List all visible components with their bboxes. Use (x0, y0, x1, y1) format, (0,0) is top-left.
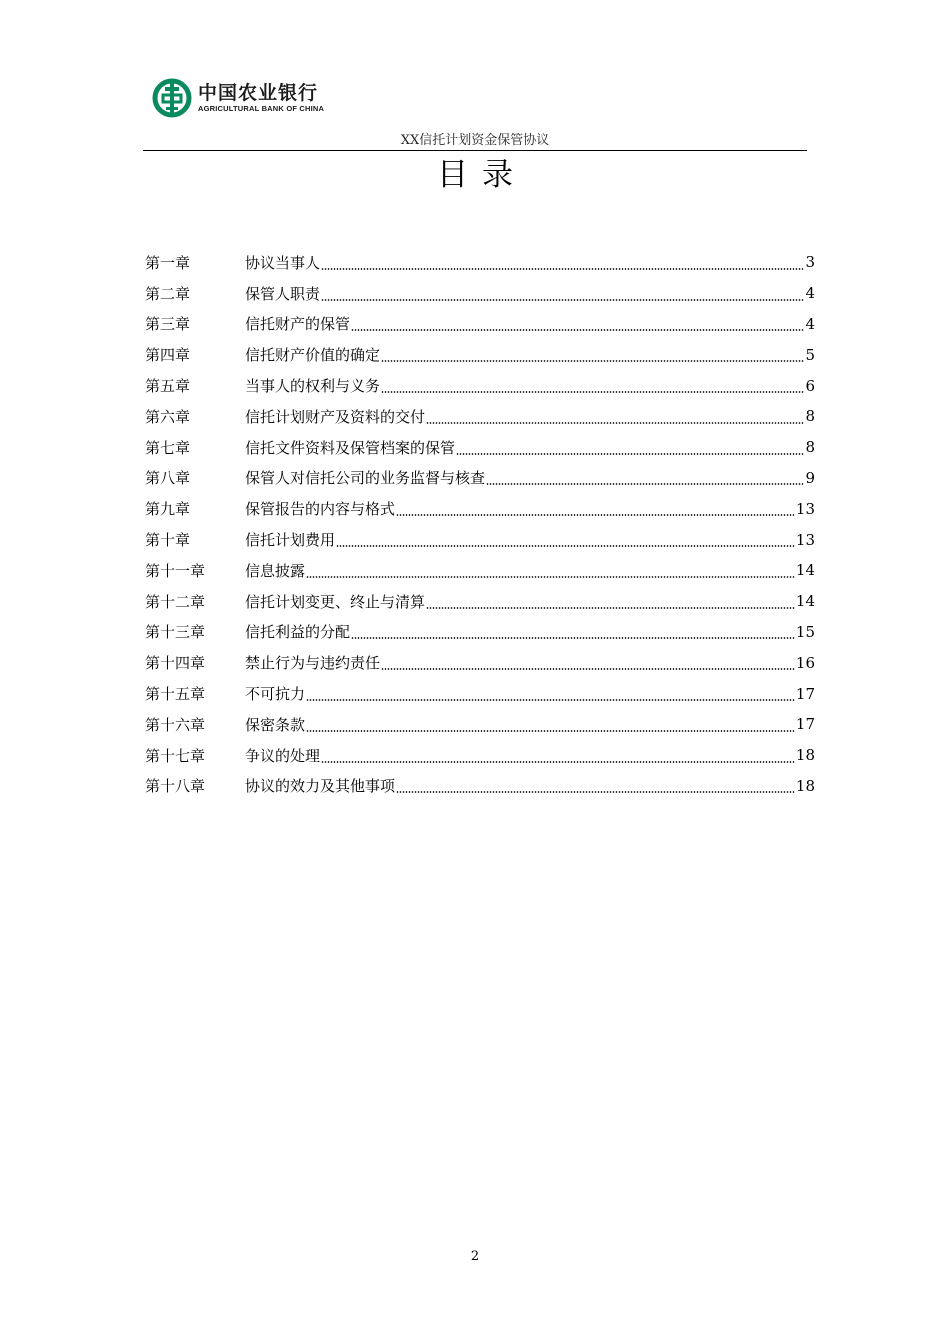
toc-chapter-title: 保管报告的内容与格式 (245, 500, 396, 519)
toc-chapter-title: 信托文件资料及保管档案的保管 (245, 438, 456, 457)
toc-page-number: 17 (795, 715, 815, 734)
toc-page-number: 17 (795, 684, 815, 703)
toc-dot-leader (426, 607, 795, 609)
toc-dot-leader (321, 268, 804, 270)
document-header-title: XX信托计划资金保管协议 (400, 133, 550, 148)
bank-logo-text (198, 82, 324, 114)
toc-dot-leader (306, 699, 795, 701)
toc-dot-leader (321, 299, 804, 301)
toc-dot-leader (396, 791, 795, 793)
toc-page-number: 18 (795, 746, 815, 765)
toc-page-number: 16 (795, 653, 815, 672)
toc-entry[interactable] (145, 524, 815, 555)
toc-entry[interactable] (145, 586, 815, 617)
toc-chapter-number: 第十七章 (145, 746, 206, 765)
toc-chapter-title: 不可抗力 (245, 685, 306, 704)
toc-page-number: 9 (805, 468, 815, 487)
toc-page-number: 18 (795, 776, 815, 795)
toc-chapter-number: 第四章 (145, 346, 191, 365)
toc-page-number: 4 (805, 314, 815, 333)
toc-page-number: 13 (795, 530, 815, 549)
toc-chapter-number: 第十六章 (145, 715, 206, 734)
toc-entry[interactable] (145, 771, 815, 802)
bank-name-cn: 中国农业银行 (198, 82, 319, 104)
toc-page-number: 13 (795, 499, 815, 518)
toc-entry[interactable] (145, 709, 815, 740)
toc-chapter-number: 第二章 (145, 284, 191, 303)
toc-chapter-number: 第九章 (145, 500, 191, 519)
toc-chapter-number: 第七章 (145, 438, 191, 457)
toc-chapter-title: 信托财产价值的确定 (245, 346, 381, 365)
toc-page-number: 5 (805, 345, 815, 364)
toc-chapter-number: 第十一章 (145, 561, 206, 580)
toc-dot-leader (381, 360, 804, 362)
toc-chapter-number: 第五章 (145, 377, 191, 396)
toc-chapter-title: 保密条款 (245, 715, 306, 734)
toc-chapter-number: 第十二章 (145, 592, 206, 611)
toc-page-number: 15 (795, 622, 815, 641)
toc-entry[interactable] (145, 432, 815, 463)
toc-entry[interactable] (145, 339, 815, 370)
bank-logo (152, 76, 324, 120)
toc-chapter-title: 信托利益的分配 (245, 623, 351, 642)
toc-chapter-title: 信托计划变更、终止与清算 (245, 592, 426, 611)
toc-dot-leader (336, 545, 795, 547)
toc-page-number: 14 (795, 592, 815, 611)
toc-chapter-number: 第十四章 (145, 654, 206, 673)
toc-dot-leader (426, 422, 804, 424)
toc-chapter-number: 第三章 (145, 315, 191, 334)
toc-entry[interactable] (145, 678, 815, 709)
toc-chapter-title: 保管人职责 (245, 284, 321, 303)
page-number: 2 (470, 1249, 480, 1264)
toc-heading: 目录 (437, 157, 527, 193)
toc-dot-leader (351, 329, 804, 331)
toc-dot-leader (456, 453, 804, 455)
toc-chapter-number: 第六章 (145, 407, 191, 426)
toc-page-number: 4 (805, 284, 815, 303)
toc-entry[interactable] (145, 278, 815, 309)
toc-chapter-title: 协议的效力及其他事项 (245, 777, 396, 796)
toc-chapter-number: 第十五章 (145, 685, 206, 704)
toc-entry[interactable] (145, 309, 815, 340)
toc-page-number: 6 (805, 376, 815, 395)
toc-page-number: 8 (805, 438, 815, 457)
toc-chapter-title: 信托计划财产及资料的交付 (245, 407, 426, 426)
toc-dot-leader (381, 668, 795, 670)
toc-chapter-title: 保管人对信托公司的业务监督与核查 (245, 469, 486, 488)
toc-page-number: 3 (805, 253, 815, 272)
toc-entry[interactable] (145, 401, 815, 432)
toc-dot-leader (486, 483, 804, 485)
toc-dot-leader (321, 761, 795, 763)
toc-entry[interactable] (145, 247, 815, 278)
toc-dot-leader (396, 514, 795, 516)
toc-entry[interactable] (145, 740, 815, 771)
toc-chapter-title: 争议的处理 (245, 746, 321, 765)
toc-page-number: 8 (805, 407, 815, 426)
toc-entry[interactable] (145, 463, 815, 494)
toc-entry[interactable] (145, 370, 815, 401)
toc-dot-leader (306, 576, 795, 578)
toc-entry[interactable] (145, 647, 815, 678)
toc-chapter-title: 协议当事人 (245, 253, 321, 272)
toc-dot-leader (381, 391, 804, 393)
toc-chapter-number: 第十三章 (145, 623, 206, 642)
toc-entry[interactable] (145, 493, 815, 524)
abc-bank-logo-icon (152, 78, 192, 118)
toc-dot-leader (351, 637, 795, 639)
toc-chapter-title: 信息披露 (245, 561, 306, 580)
toc-dot-leader (306, 730, 795, 732)
toc-entry[interactable] (145, 555, 815, 586)
toc-chapter-number: 第八章 (145, 469, 191, 488)
toc-chapter-title: 禁止行为与违约责任 (245, 654, 381, 673)
toc-chapter-title: 信托计划费用 (245, 531, 336, 550)
toc-chapter-title: 当事人的权利与义务 (245, 377, 381, 396)
bank-name-en: AGRICULTURAL BANK OF CHINA (198, 104, 325, 113)
toc-chapter-title: 信托财产的保管 (245, 315, 351, 334)
toc-chapter-number: 第十八章 (145, 777, 206, 796)
header-divider (143, 150, 807, 151)
toc-chapter-number: 第十章 (145, 531, 191, 550)
table-of-contents (145, 247, 815, 801)
toc-chapter-number: 第一章 (145, 253, 191, 272)
toc-entry[interactable] (145, 617, 815, 648)
toc-page-number: 14 (795, 561, 815, 580)
